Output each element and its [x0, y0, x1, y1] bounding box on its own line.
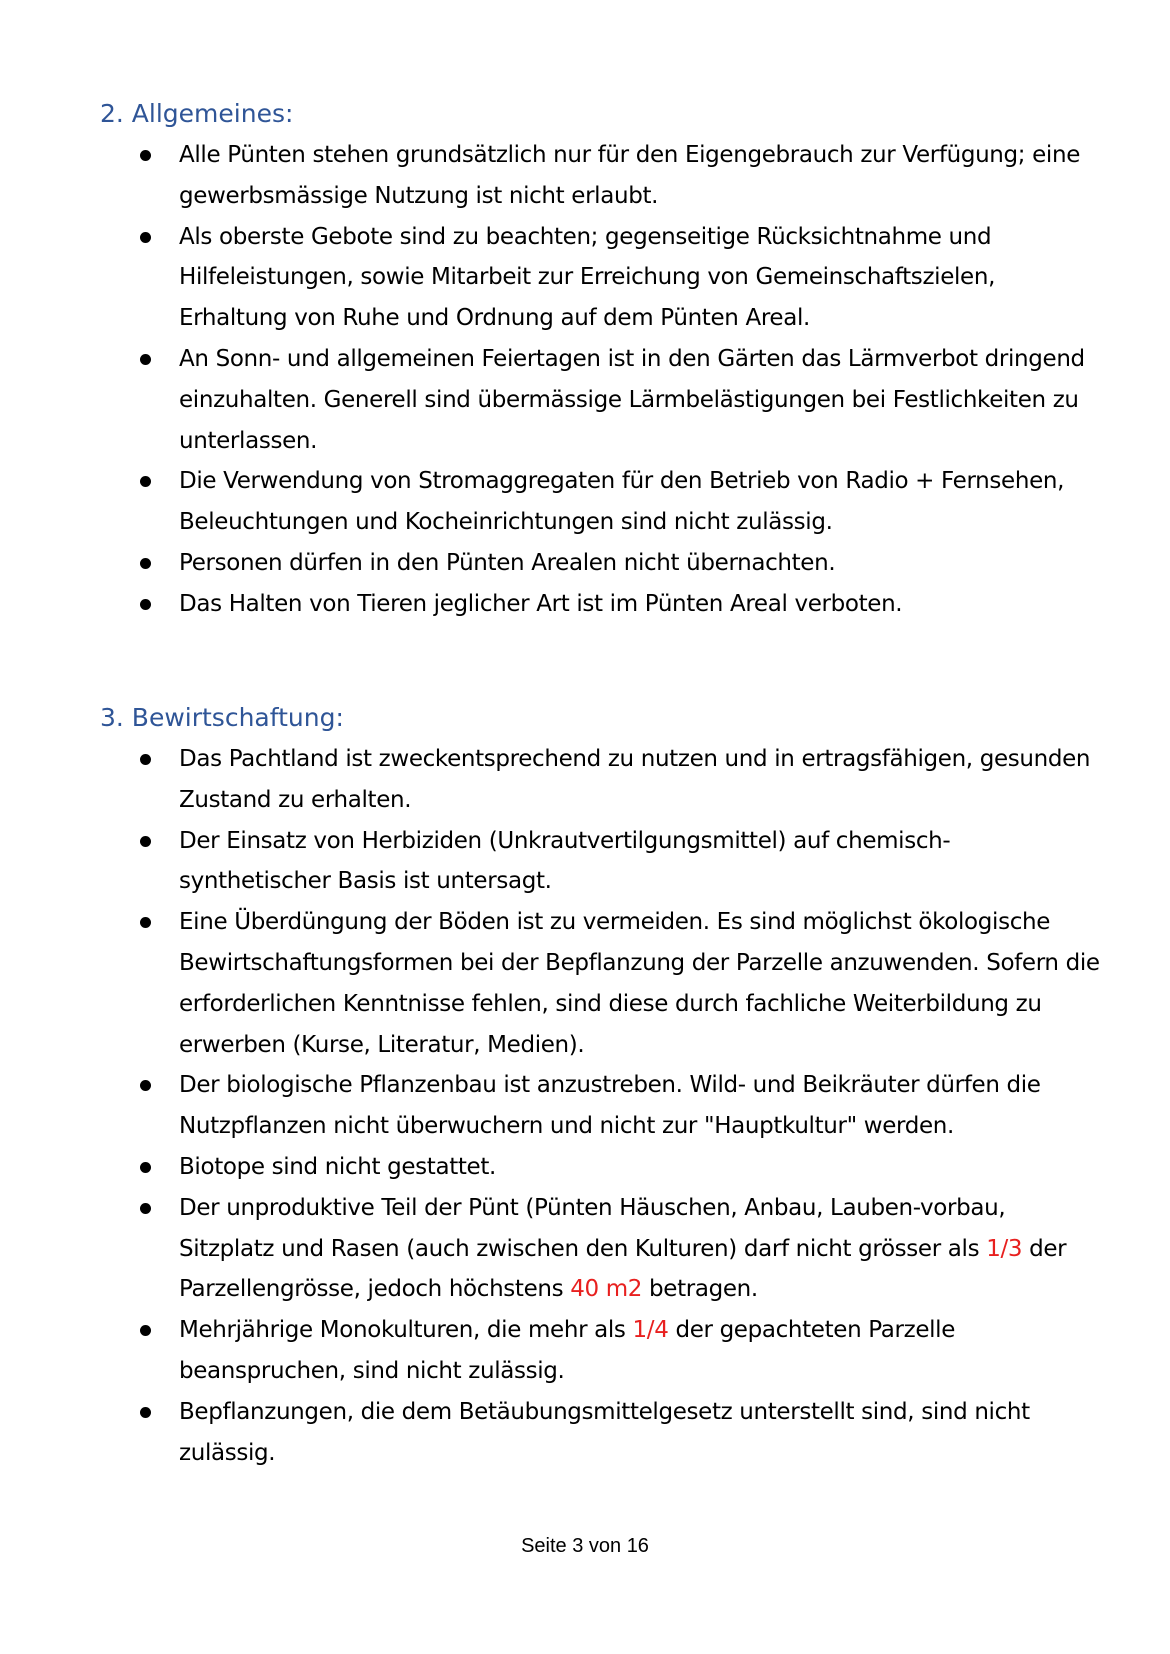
bullet-icon: [140, 476, 151, 487]
list-item: [100, 135, 1100, 217]
bullet-icon: [140, 354, 151, 365]
bullet-icon: [140, 917, 151, 928]
bullet-icon: [140, 232, 151, 243]
list-item-unproductive-part: [100, 1188, 1100, 1310]
area-highlight: 40 m2: [570, 1276, 643, 1303]
list-item-text: An Sonn- und allgemeinen Feiertagen ist in den Gärten das Lärmverbot dringend einzuhalten. Generell sind übermässige Lärmbelästigungen bei Festlichkeiten zu unterlassen.: [179, 345, 1085, 454]
section-bewirtschaftung: [100, 701, 1100, 1473]
section-heading: 2. Allgemeines:: [100, 99, 294, 128]
list-item-text: Personen dürfen in den Pünten Arealen nicht übernachten.: [179, 549, 836, 576]
page-number-footer: Seite 3 von 16: [521, 1535, 649, 1557]
list-item: [100, 543, 1100, 584]
list-item: [100, 217, 1100, 339]
bullet-icon: [140, 599, 151, 610]
list-item-text: der Parzellengrösse, jedoch höchstens: [179, 1235, 1067, 1303]
list-item-text: Biotope sind nicht gestattet.: [179, 1153, 496, 1180]
list-item: [100, 584, 1100, 625]
bullet-icon: [140, 836, 151, 847]
bullet-list: [100, 739, 1100, 1473]
bullet-icon: [140, 1407, 151, 1418]
list-item: [100, 1065, 1100, 1147]
list-item-text: betragen.: [642, 1276, 758, 1303]
bullet-icon: [140, 754, 151, 765]
list-item: [100, 1147, 1100, 1188]
list-item-text: Die Verwendung von Stromaggregaten für den Betrieb von Radio + Fernsehen, Beleuchtungen und Kocheinrichtungen sind nicht zulässig.: [179, 468, 1065, 536]
fraction-highlight: 1/4: [632, 1317, 669, 1344]
bullet-icon: [140, 1162, 151, 1173]
fraction-highlight: 1/3: [986, 1235, 1023, 1262]
bullet-icon: [140, 558, 151, 569]
bullet-icon: [140, 150, 151, 161]
list-item-text: Bepflanzungen, die dem Betäubungsmittelgesetz unterstellt sind, sind nicht zulässig.: [179, 1398, 1030, 1466]
section-allgemeines: [100, 97, 1100, 625]
bullet-list: [100, 135, 1100, 625]
list-item-text: Der biologische Pflanzenbau ist anzustreben. Wild- und Beikräuter dürfen die Nutzpflanzen nicht überwuchern und nicht zur "Hauptkultur" werden.: [179, 1072, 1041, 1140]
list-item-text: Eine Überdüngung der Böden ist zu vermeiden. Es sind möglichst ökologische Bewirtschaftungsformen bei der Bepflanzung der Parzelle anzuwenden. Sofern die erforderlichen Kenntnisse fehlen, sind diese durch fachliche Weiterbildung zu erwerben (Kurse, Literatur, Medien).: [179, 909, 1100, 1058]
list-item-text: Das Halten von Tieren jeglicher Art ist im Pünten Areal verboten.: [179, 590, 903, 617]
list-item-text: Der unproduktive Teil der Pünt (Pünten Häuschen, Anbau, Lauben-vorbau, Sitzplatz und Rasen (auch zwischen den Kulturen) darf nicht grösser als: [179, 1194, 1006, 1262]
list-item: [100, 739, 1100, 821]
bullet-icon: [140, 1080, 151, 1091]
list-item-text: Mehrjährige Monokulturen, die mehr als: [179, 1317, 633, 1344]
list-item-text: Alle Pünten stehen grundsätzlich nur für den Eigengebrauch zur Verfügung; eine gewerbsmässige Nutzung ist nicht erlaubt.: [179, 142, 1080, 209]
list-item-text: Das Pachtland ist zweckentsprechend zu nutzen und in ertragsfähigen, gesunden Zustand zu erhalten.: [179, 746, 1091, 813]
list-item: [100, 821, 1100, 903]
list-item: [100, 339, 1100, 461]
bullet-icon: [140, 1325, 151, 1336]
list-item-monoculture: [100, 1310, 1100, 1392]
list-item: [100, 461, 1100, 543]
list-item: [100, 902, 1100, 1065]
list-item-text: der gepachteten Parzelle beanspruchen, sind nicht zulässig.: [179, 1317, 955, 1384]
list-item: [100, 1392, 1100, 1474]
list-item-text: Der Einsatz von Herbiziden (Unkrautvertilgungsmittel) auf chemisch-synthetischer Basis ist untersagt.: [179, 827, 951, 895]
bullet-icon: [140, 1203, 151, 1214]
list-item-text: Als oberste Gebote sind zu beachten; gegenseitige Rücksichtnahme und Hilfeleistungen, sowie Mitarbeit zur Erreichung von Gemeinschaftszielen, Erhaltung von Ruhe und Ordnung auf dem Pünten Areal.: [179, 223, 996, 332]
section-heading: 3. Bewirtschaftung:: [100, 703, 344, 732]
